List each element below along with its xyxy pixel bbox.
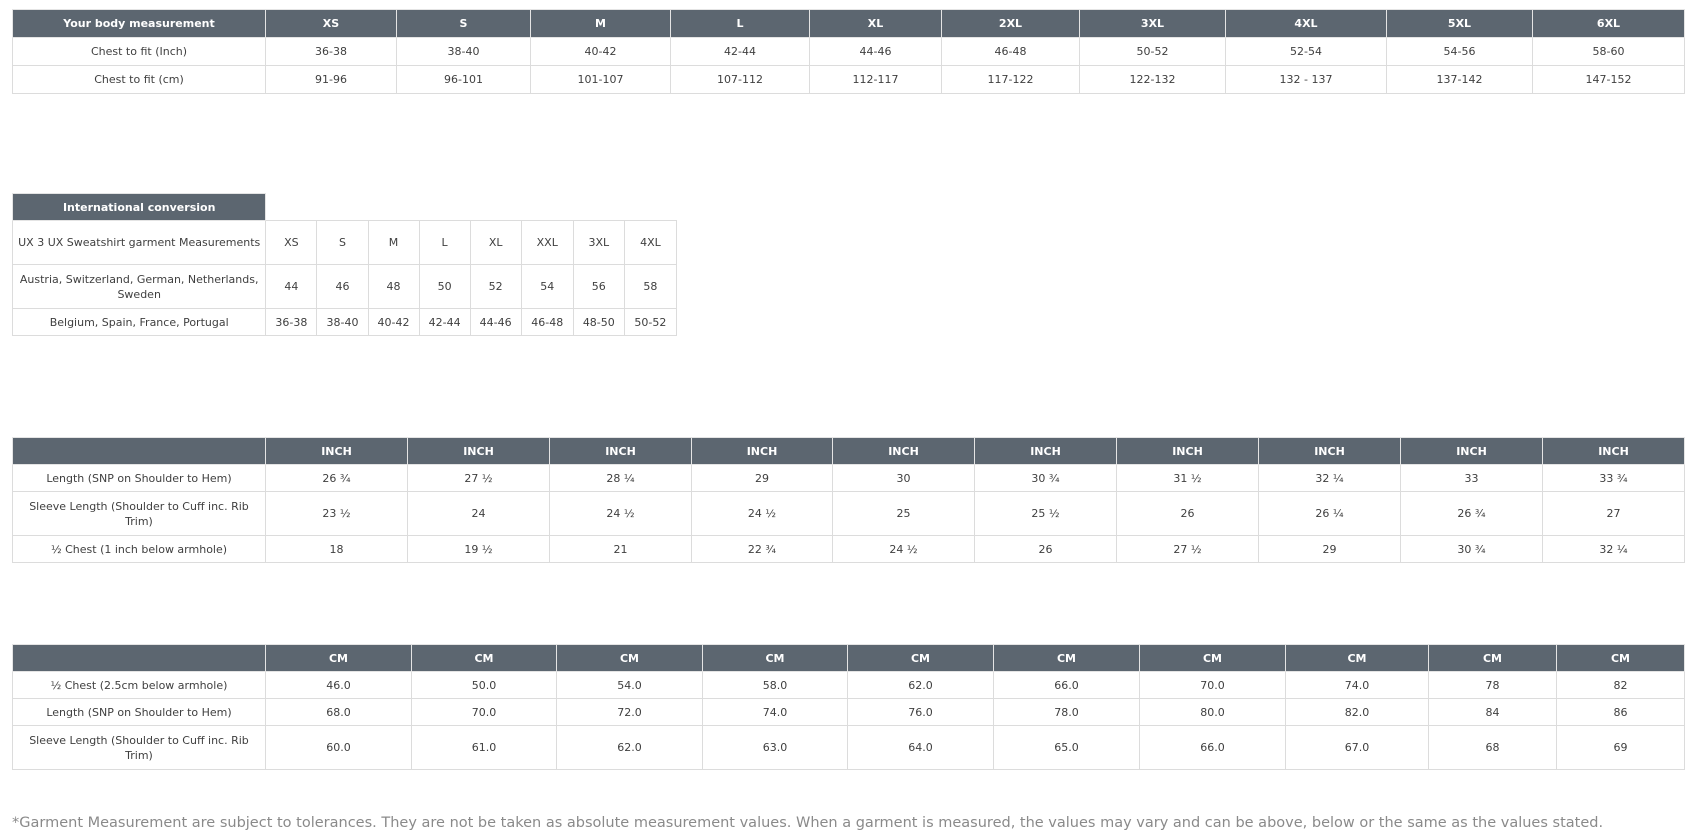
table-cell: 66.0 [994, 672, 1140, 699]
table-cell: 30 ¾ [1401, 536, 1543, 563]
header-cell: INCH [1543, 438, 1685, 465]
table-cell: 42-44 [671, 38, 810, 66]
table-cell: 82.0 [1286, 699, 1429, 726]
table-cell: 44 [266, 265, 317, 309]
table-cell: 25 ½ [975, 492, 1117, 536]
header-cell: INCH [1401, 438, 1543, 465]
table-cell: 31 ½ [1117, 465, 1259, 492]
table-cell: 36-38 [266, 38, 397, 66]
table-cell: 96-101 [397, 66, 531, 94]
table-cell: 3XL [573, 221, 624, 265]
table-cell: 44-46 [810, 38, 942, 66]
table-row [13, 726, 1685, 770]
header-cell: XL [810, 10, 942, 38]
header-cell: 4XL [1226, 10, 1387, 38]
table-header-row [13, 10, 1685, 38]
table-cell: 46-48 [521, 309, 573, 336]
cm-measurement-table [12, 644, 1685, 770]
table-cell: 30 [833, 465, 975, 492]
table-cell: 28 ¼ [550, 465, 692, 492]
table-cell: 48-50 [573, 309, 624, 336]
table-cell: 33 ¾ [1543, 465, 1685, 492]
header-cell: CM [1286, 645, 1429, 672]
table-cell: 24 [408, 492, 550, 536]
table-cell: 107-112 [671, 66, 810, 94]
table-cell: 82 [1557, 672, 1685, 699]
table-cell: 78 [1429, 672, 1557, 699]
table-cell: 58.0 [703, 672, 848, 699]
table-cell: 72.0 [557, 699, 703, 726]
header-cell: CM [266, 645, 412, 672]
table-cell: 46-48 [942, 38, 1080, 66]
table-cell: 86 [1557, 699, 1685, 726]
header-cell: INCH [408, 438, 550, 465]
table-cell: XL [470, 221, 521, 265]
header-cell: CM [848, 645, 994, 672]
row-label: Chest to fit (cm) [13, 66, 266, 94]
header-cell: M [531, 10, 671, 38]
table-cell: 91-96 [266, 66, 397, 94]
table-cell: 25 [833, 492, 975, 536]
table-cell: 38-40 [397, 38, 531, 66]
header-cell: CM [994, 645, 1140, 672]
row-label: ½ Chest (1 inch below armhole) [13, 536, 266, 563]
table-cell: 33 [1401, 465, 1543, 492]
table-cell: 18 [266, 536, 408, 563]
table-cell: 122-132 [1080, 66, 1226, 94]
table-cell: 56 [573, 265, 624, 309]
table-cell: XS [266, 221, 317, 265]
table-cell: L [419, 221, 470, 265]
header-cell: 5XL [1387, 10, 1533, 38]
row-label: ½ Chest (2.5cm below armhole) [13, 672, 266, 699]
table-cell: 30 ¾ [975, 465, 1117, 492]
table-cell: 117-122 [942, 66, 1080, 94]
header-cell: INCH [692, 438, 833, 465]
table-cell: 24 ½ [550, 492, 692, 536]
header-cell: S [397, 10, 531, 38]
table-cell: 70.0 [1140, 672, 1286, 699]
header-cell: 3XL [1080, 10, 1226, 38]
header-cell: CM [1429, 645, 1557, 672]
table-row [13, 309, 677, 336]
row-label: Length (SNP on Shoulder to Hem) [13, 699, 266, 726]
table-row [13, 699, 1685, 726]
table-cell: 84 [1429, 699, 1557, 726]
inch-measurement-table [12, 437, 1685, 563]
table-cell: 65.0 [994, 726, 1140, 770]
table-cell: 80.0 [1140, 699, 1286, 726]
header-cell: INCH [975, 438, 1117, 465]
table-row [13, 492, 1685, 536]
table-cell: 29 [1259, 536, 1401, 563]
table-cell: 26 [1117, 492, 1259, 536]
table-cell: 26 [975, 536, 1117, 563]
table-cell: 62.0 [557, 726, 703, 770]
table-row [13, 672, 1685, 699]
tolerance-footnote: *Garment Measurement are subject to tolerances. They are not be taken as absolute measurement values. When a garment is measured, the values may vary and can be above, below or the same as the values stated. [12, 815, 1604, 831]
table-cell: 50-52 [624, 309, 676, 336]
empty-header-space [266, 194, 677, 221]
table-cell: 24 ½ [692, 492, 833, 536]
table-cell: 101-107 [531, 66, 671, 94]
header-cell: CM [1557, 645, 1685, 672]
row-label: Chest to fit (Inch) [13, 38, 266, 66]
table-cell: 63.0 [703, 726, 848, 770]
table-row [13, 66, 1685, 94]
table-cell: 24 ½ [833, 536, 975, 563]
table-cell: 50-52 [1080, 38, 1226, 66]
table-cell: 50 [419, 265, 470, 309]
table-cell: 61.0 [412, 726, 557, 770]
table-cell: 76.0 [848, 699, 994, 726]
table-header-row [13, 438, 1685, 465]
table-cell: 68.0 [266, 699, 412, 726]
table-cell: 32 ¼ [1543, 536, 1685, 563]
table-cell: 36-38 [266, 309, 317, 336]
table-cell: 21 [550, 536, 692, 563]
table-cell: 78.0 [994, 699, 1140, 726]
table-cell: 54-56 [1387, 38, 1533, 66]
table-cell: 70.0 [412, 699, 557, 726]
table-cell: 54.0 [557, 672, 703, 699]
table-cell: 137-142 [1387, 66, 1533, 94]
table-row [13, 536, 1685, 563]
header-cell: CM [412, 645, 557, 672]
table-cell: 23 ½ [266, 492, 408, 536]
table-cell: 40-42 [531, 38, 671, 66]
table-cell: 19 ½ [408, 536, 550, 563]
table-cell: 112-117 [810, 66, 942, 94]
table-cell: 58 [624, 265, 676, 309]
row-label: Length (SNP on Shoulder to Hem) [13, 465, 266, 492]
international-conversion-table [12, 193, 677, 336]
header-cell: XS [266, 10, 397, 38]
row-label: Sleeve Length (Shoulder to Cuff inc. Rib Trim) [13, 726, 266, 770]
table-cell: 64.0 [848, 726, 994, 770]
table-cell: 74.0 [1286, 672, 1429, 699]
header-cell: INCH [1117, 438, 1259, 465]
header-cell: INCH [833, 438, 975, 465]
header-cell: INCH [550, 438, 692, 465]
row-label: Belgium, Spain, France, Portugal [13, 309, 266, 336]
header-cell: 6XL [1533, 10, 1685, 38]
header-cell: L [671, 10, 810, 38]
table-row [13, 465, 1685, 492]
table-cell: 69 [1557, 726, 1685, 770]
table-cell: 66.0 [1140, 726, 1286, 770]
conversion-title: International conversion [13, 194, 266, 221]
header-cell: CM [1140, 645, 1286, 672]
header-cell: Your body measurement [13, 10, 266, 38]
table-cell: 54 [521, 265, 573, 309]
table-cell: 50.0 [412, 672, 557, 699]
header-cell: 2XL [942, 10, 1080, 38]
table-cell: 26 ¾ [266, 465, 408, 492]
header-cell [13, 438, 266, 465]
table-cell: M [368, 221, 419, 265]
header-cell [13, 645, 266, 672]
table-cell: 44-46 [470, 309, 521, 336]
table-cell: 27 [1543, 492, 1685, 536]
row-label: Sleeve Length (Shoulder to Cuff inc. Rib Trim) [13, 492, 266, 536]
table-cell: 48 [368, 265, 419, 309]
table-cell: 26 ¼ [1259, 492, 1401, 536]
table-cell: 32 ¼ [1259, 465, 1401, 492]
row-label: UX 3 UX Sweatshirt garment Measurements [13, 221, 266, 265]
table-cell: 4XL [624, 221, 676, 265]
table-row [13, 265, 677, 309]
header-cell: CM [557, 645, 703, 672]
body-measurement-table [12, 9, 1685, 94]
table-cell: 38-40 [317, 309, 368, 336]
table-row [13, 221, 677, 265]
header-cell: INCH [1259, 438, 1401, 465]
table-cell: 62.0 [848, 672, 994, 699]
table-cell: 147-152 [1533, 66, 1685, 94]
table-cell: 68 [1429, 726, 1557, 770]
table-cell: 40-42 [368, 309, 419, 336]
row-label: Austria, Switzerland, German, Netherlands, Sweden [13, 265, 266, 309]
table-cell: 46.0 [266, 672, 412, 699]
table-cell: 27 ½ [408, 465, 550, 492]
table-cell: 46 [317, 265, 368, 309]
table-row [13, 38, 1685, 66]
table-cell: 29 [692, 465, 833, 492]
table-header-row [13, 194, 677, 221]
table-header-row [13, 645, 1685, 672]
header-cell: CM [703, 645, 848, 672]
table-cell: 74.0 [703, 699, 848, 726]
table-cell: 27 ½ [1117, 536, 1259, 563]
table-cell: 60.0 [266, 726, 412, 770]
table-cell: 26 ¾ [1401, 492, 1543, 536]
table-cell: 42-44 [419, 309, 470, 336]
header-cell: INCH [266, 438, 408, 465]
table-cell: XXL [521, 221, 573, 265]
table-cell: 132 - 137 [1226, 66, 1387, 94]
table-cell: S [317, 221, 368, 265]
table-cell: 58-60 [1533, 38, 1685, 66]
table-cell: 52 [470, 265, 521, 309]
table-cell: 67.0 [1286, 726, 1429, 770]
table-cell: 52-54 [1226, 38, 1387, 66]
table-cell: 22 ¾ [692, 536, 833, 563]
